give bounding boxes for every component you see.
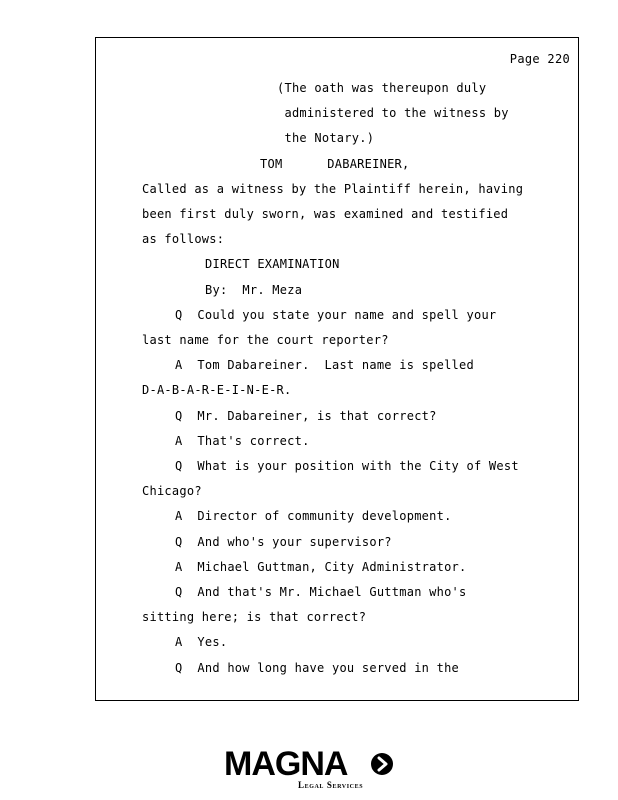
transcript-line: A Tom Dabareiner. Last name is spelled (175, 358, 474, 373)
transcript-line: A That's correct. (175, 433, 310, 448)
logo-subtitle: Legal Services (298, 780, 364, 790)
transcript-line: (The oath was thereupon duly (277, 81, 487, 95)
transcript-line: A Yes. (175, 635, 228, 650)
logo-wordmark: MAGNA (224, 745, 348, 783)
transcript-line: sitting here; is that correct? (142, 610, 367, 625)
chevron-right-circle-icon (370, 752, 394, 776)
transcript-page (95, 37, 579, 701)
transcript-line: By: Mr. Meza (205, 282, 303, 297)
transcript-line: Q Could you state your name and spell your (175, 307, 497, 322)
transcript-line: administered to the witness by (277, 106, 509, 121)
transcript-line: Q And that's Mr. Michael Guttman who's (175, 585, 467, 599)
transcript-line: TOM DABAREINER, (260, 156, 410, 171)
transcript-line: A Director of community development. (175, 509, 452, 524)
transcript-line: been first duly sworn, was examined and testified (142, 207, 509, 221)
magna-logo (224, 746, 396, 792)
transcript-line: A Michael Guttman, City Administrator. (175, 559, 467, 574)
transcript-line: Q Mr. Dabareiner, is that correct? (175, 408, 437, 423)
page-number: Page 220 (509, 52, 570, 66)
transcript-line: D-A-B-A-R-E-I-N-E-R. (142, 383, 292, 398)
transcript-line: Q And who's your supervisor? (175, 534, 392, 549)
transcript-line: last name for the court reporter? (142, 333, 389, 347)
transcript-line: Q What is your position with the City of West (175, 459, 519, 473)
transcript-line: the Notary.) (277, 131, 375, 146)
transcript-line: Chicago? (142, 484, 202, 499)
transcript-line: as follows: (142, 232, 225, 247)
transcript-line: Called as a witness by the Plaintiff herein, having (142, 181, 524, 196)
transcript-line: Q And how long have you served in the (175, 660, 460, 675)
transcript-line: DIRECT EXAMINATION (205, 257, 340, 272)
